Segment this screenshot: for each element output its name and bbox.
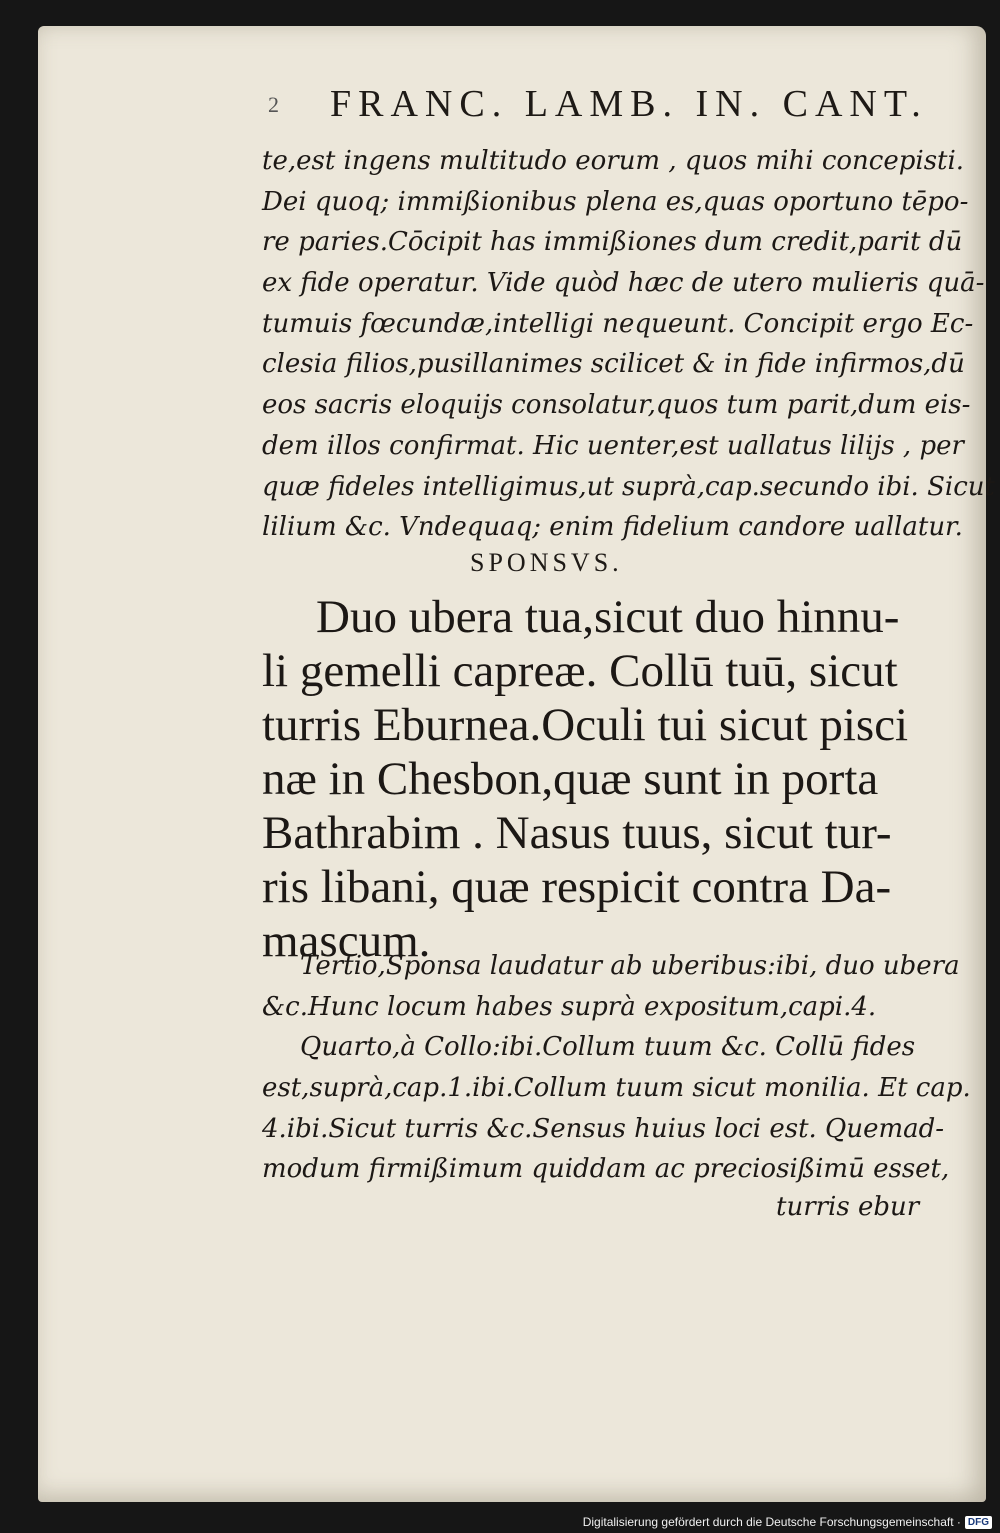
canticle-line: ris libani, quæ respicit contra Da- [262, 861, 892, 913]
commentary-line: modum firmißimum quiddam ac preciosißimū esset, [262, 1154, 950, 1185]
commentary-line: re paries.Cōcipit has immißiones dum credit,parit dū [262, 227, 963, 258]
dfg-logo-icon: DFG [965, 1516, 992, 1529]
commentary-line: ex fide operatur. Vide quòd hæc de utero mulieris quā- [262, 268, 985, 299]
commentary-line: Quarto,à Collo:ibi.Collum tuum &c. Collū fides [300, 1032, 916, 1063]
commentary-block-1 [262, 141, 995, 548]
footer-text: Digitalisierung gefördert durch die Deutsche Forschungsgemeinschaft · [582, 1515, 961, 1529]
commentary-line: Tertio,Sponsa laudatur ab uberibus:ibi, duo ubera [300, 951, 960, 981]
canticle-line: li gemelli capreæ. Collū tuū, sicut [262, 645, 898, 697]
commentary-line: clesia filios,pusillanimes scilicet & in fide infirmos,dū [262, 349, 965, 380]
catchword: turris ebur [776, 1192, 920, 1222]
page-header [0, 82, 1000, 132]
commentary-line: dem illos confirmat. Hic uenter,est uallatus lilijs , per [262, 430, 964, 461]
canticle-line: mascum. [262, 915, 431, 967]
canticle-text [262, 590, 922, 968]
running-head: FRANC. LAMB. IN. CANT. [330, 83, 928, 125]
canticle-line: Bathrabim . Nasus tuus, sicut tur- [262, 807, 892, 859]
commentary-line: te,est ingens multitudo eorum , quos mihi concepisti. [262, 146, 965, 176]
canticle-line: næ in Chesbon,quæ sunt in porta [262, 753, 879, 805]
commentary-line: tumuis fœcundæ,intelligi nequeunt. Concipit ergo Ec- [262, 308, 974, 339]
commentary-line: &c.Hunc locum habes suprà expositum,capi.4. [262, 991, 877, 1022]
commentary-line: quæ fideles intelligimus,ut suprà,cap.secundo ibi. Sicut [262, 471, 995, 502]
commentary-line: Dei quoq; immißionibus plena es,quas oportuno tēpo- [262, 186, 969, 217]
speaker-heading: SPONSVS. [470, 548, 623, 577]
commentary-line: lilium &c. Vndequaq; enim fidelium candore uallatur. [262, 512, 963, 543]
commentary-line: est,suprà,cap.1.ibi.Collum tuum sicut monilia. Et cap. [262, 1073, 971, 1104]
commentary-line: eos sacris eloquijs consolatur,quos tum parit,dum eis- [262, 390, 971, 421]
commentary-line: 4.ibi.Sicut turris &c.Sensus huius loci est. Quemad- [262, 1113, 945, 1144]
folio-number: 2 [268, 92, 279, 117]
canticle-line: turris Eburnea.Oculi tui sicut pisci [262, 699, 909, 751]
canticle-line: Duo ubera tua,sicut duo hinnu- [316, 591, 900, 643]
commentary-block-2 [262, 946, 971, 1190]
digitization-footer [583, 1515, 992, 1529]
